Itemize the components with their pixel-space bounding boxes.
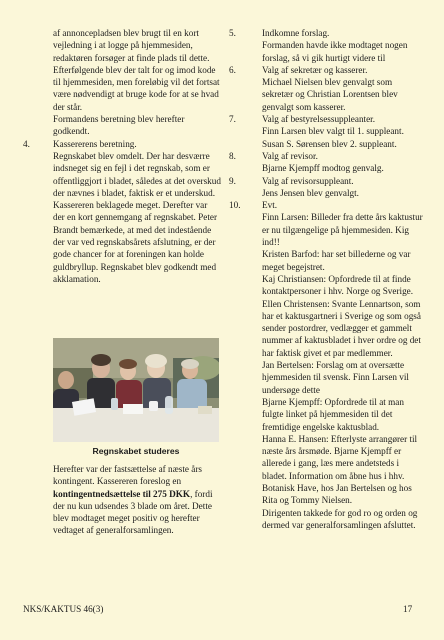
paragraph-text: , fordi der nu kun udsendes 3 blade om året. Dette blev modtaget meget positiv og herefter vedtaget af generalforsamlingen. [53, 488, 213, 536]
agenda-item-5 [229, 27, 425, 64]
item-number: 4. [23, 138, 30, 149]
item-title: Valg af sekretær og kasserer. [262, 64, 368, 75]
item-title: Valg af revisor. [262, 150, 318, 161]
agenda-item-8 [229, 150, 425, 175]
publication-footer: NKS/KAKTUS 46(3) [23, 604, 104, 614]
item-line: Bjarne Kjempff: Opfordrede til at man fulgte linket på hjemmesiden til det fremtidige engelske kaktusblad. [262, 396, 404, 432]
item-line: Formanden havde ikke modtaget nogen forslag, så vi gik hurtigt videre til [262, 40, 408, 63]
paragraph: af annoncepladsen blev brugt til en kort vejledning i at logge på hjemmesiden, redaktøren forsøger at finde plads til dette. Efterfølgende blev der talt for og imod kode til hjemmesiden, men foreløbig vil det fortsat være nødvendigt at bruge kode for at se hvad der står. [53, 28, 220, 112]
contingent-highlight: kontingentnedsættelse til 275 DKK [53, 488, 191, 499]
paragraph: Formandens beretning blev herefter godkendt. [53, 114, 185, 137]
item-line: Finn Larsen: Billeder fra dette års kaktustur er nu tilgængelige på hjemmesiden. Kig ind!! [262, 212, 423, 248]
agenda-item-4 [23, 138, 221, 286]
item-line: Michael Nielsen blev genvalgt som sekretær og Christian Lorentsen blev genvalgt som kasserer. [262, 77, 398, 112]
meeting-photo [53, 338, 219, 442]
item-line: Jens Jensen blev genvalgt. [262, 187, 359, 198]
photo-caption: Regnskabet studeres [92, 446, 180, 456]
item-number: 7. [229, 114, 236, 125]
right-column [229, 27, 425, 531]
item-number: 10. [229, 200, 241, 211]
item-line: Kristen Barfod: har set billederne og var meget begejstret. [262, 249, 411, 272]
item-title: Indkomne forslag. [262, 28, 330, 38]
item-body: Regnskabet blev omdelt. Der har desværre indsneget sig en fejl i det regnskab, som er offentliggjort i bladet, således at det overskud der nævnes i bladet, faktisk er et underskud. Kassereren beklagede meget. Derefter var der en kort gennemgang af regnskabet. Peter Brandt bemærkede, at med det indestående der var ved regnskabsårets afslutning, er der gode chancer for at foreningen kan holde guldbryllup. Regnskabet blev godkendt med akklamation. [53, 150, 221, 284]
item-line: Finn Larsen blev valgt til 1. suppleant. [262, 126, 404, 137]
item-number: 5. [229, 28, 236, 38]
item-title: Valg af bestyrelsessuppleanter. [262, 114, 376, 125]
item-title: Kassererens beretning. [53, 138, 137, 149]
item-number: 9. [229, 175, 236, 186]
item-title: Evt. [262, 200, 278, 211]
item-line: Hanna E. Hansen: Efterlyste arrangører til næste års årsmøde. Bjarne Kjempff er allerede i gang, læs mere andetsteds i bladet. Information om åbne hus i hhv. Botanisk Have, hos Jan Bertelsen og hos Rita og Tommy Nielsen. [262, 433, 418, 506]
item-line: Bjarne Kjempff modtog genvalg. [262, 163, 384, 174]
left-column [23, 27, 221, 285]
item-line: Susan S. Sørensen blev 2. suppleant. [262, 138, 397, 149]
item-title: Valg af revisorsuppleant. [262, 175, 354, 186]
item-number: 6. [229, 64, 236, 75]
item-line: Jan Bertelsen: Forslag om at oversætte hjemmesiden til svensk. Finn Larsen vil undersøge dette [262, 360, 409, 395]
agenda-item-7 [229, 113, 425, 150]
page-number: 17 [403, 604, 413, 614]
item-line: Dirigenten takkede for god ro og orden og dermed var generalforsamlingen afsluttet. [262, 507, 418, 530]
agenda-item-6 [229, 64, 425, 113]
contingent-paragraph [53, 463, 221, 537]
item-number: 8. [229, 150, 236, 161]
agenda-item-9 [229, 175, 425, 200]
item-line: Kaj Christiansen: Opfordrede til at finde kontaktpersoner i hhv. Norge og Sverige. [262, 273, 414, 297]
item-line: Ellen Christensen: Svante Lennartson, som har et kaktusgartneri i Sverige og som også sender postordrer, vedlægger et gammelt nummer af kaktusbladet i hver ordre og det har faktisk givet et par medlemmer. [262, 298, 421, 358]
agenda-item-10 [229, 199, 425, 531]
continued-paragraph [53, 27, 221, 138]
paragraph-text: Herefter var der fastsættelse af næste års kontingent. Kassereren foreslog en [53, 464, 202, 487]
